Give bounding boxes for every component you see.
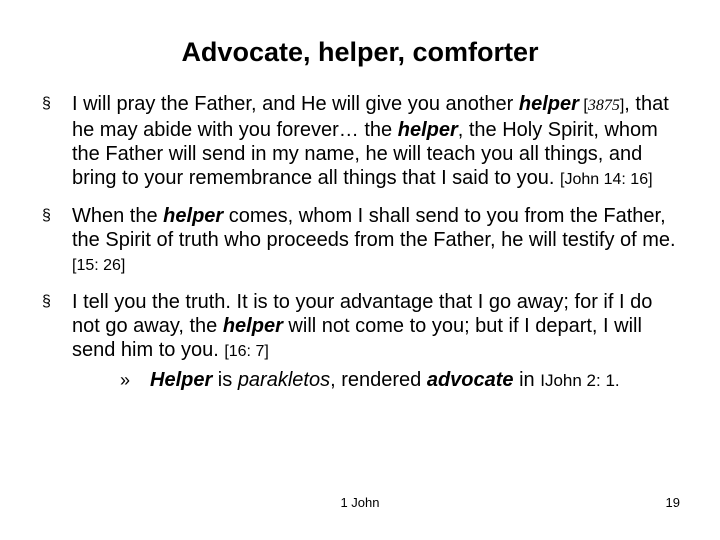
bullet-text: I will pray the Father, and He will give you another (72, 93, 519, 115)
bullet-text: comes, whom I shall send to you from the Father, the Spirit of truth who proceeds from the Father, he will testify of me. (72, 205, 676, 251)
bullet-marker-icon: § (42, 293, 51, 310)
bullet-text: will not come to you; but if I depart, I will send him to you. (72, 315, 642, 361)
slide-title: Advocate, helper, comforter (181, 37, 539, 67)
emphasis-parakletos: parakletos (237, 369, 331, 391)
bullet-text: I tell you the truth. It is to your advantage that I go away; for if I do not go away, the (72, 291, 653, 337)
sub-bullet-marker-icon: » (120, 370, 131, 390)
bullet-text: When the (72, 205, 164, 227)
bullet-text: , that he may abide with you forever… the (72, 93, 669, 141)
bullet-item (42, 92, 682, 192)
scripture-reference: [15: 26] (72, 257, 126, 274)
emphasis-helper: helper (518, 93, 579, 115)
sub-bullet-item (120, 368, 682, 393)
emphasis-helper: helper (163, 205, 224, 227)
bullet-item (42, 290, 682, 393)
emphasis-advocate: advocate (426, 369, 514, 391)
sub-bullet-text: in (513, 369, 541, 391)
sub-bullet-text: is (212, 369, 238, 391)
strongs-number: 3875 (587, 97, 620, 114)
footer-title: 1 John (340, 495, 380, 510)
bracket-close: ] (619, 97, 625, 114)
emphasis-helper: helper (397, 119, 458, 141)
bullet-item (42, 204, 682, 278)
bullet-marker-icon: § (42, 95, 51, 112)
scripture-reference: IJohn 2: 1. (540, 371, 620, 390)
emphasis-helper: helper (222, 315, 283, 337)
page-number: 19 (665, 495, 680, 510)
scripture-reference: [John 14: 16] (560, 171, 653, 188)
sub-bullet-text: , rendered (330, 369, 427, 391)
bullet-marker-icon: § (42, 207, 51, 224)
bracket-open: [ (578, 97, 588, 114)
scripture-reference: [16: 7] (224, 343, 269, 360)
bullet-list (42, 92, 682, 405)
emphasis-helper: Helper (150, 369, 213, 391)
bullet-text: , the Holy Spirit, whom the Father will send in my name, he will teach you all things, and bring to your remembrance all things that I said to you. (72, 119, 658, 189)
